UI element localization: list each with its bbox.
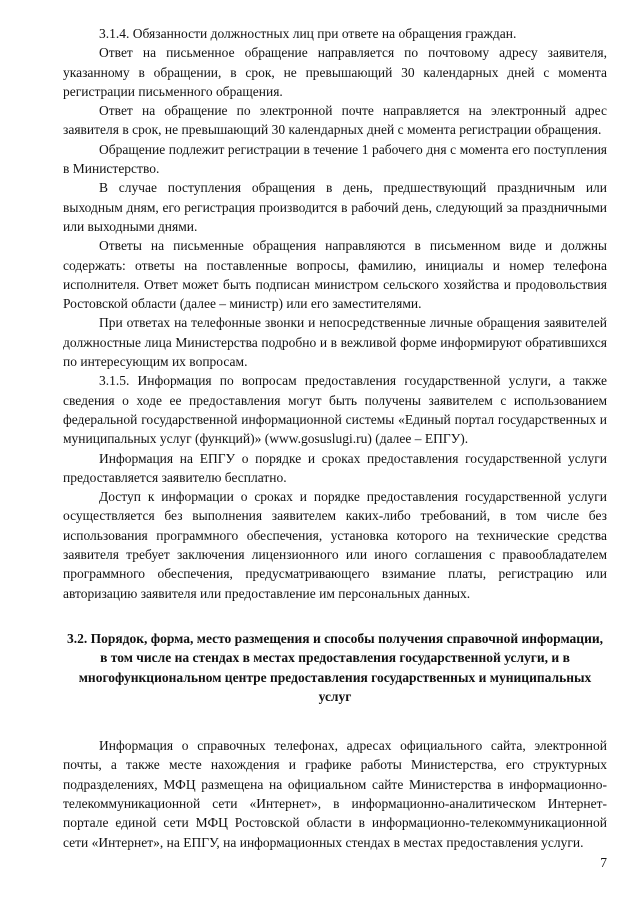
paragraph-email-reply: Ответ на обращение по электронной почте направляется на электронный адрес заявителя в срок, не превышающий 30 календарных дней с момента регистрации обращения. — [63, 103, 607, 138]
paragraph-registration: Обращение подлежит регистрации в течение 1 рабочего дня с момента его поступления в Министерство. — [63, 141, 607, 177]
paragraph-reference-info: Информация о справочных телефонах, адресах официального сайта, электронной почты, а также месте нахождения и графике работы Министерства, его структурных подразделениях, МФЦ размещена на официальном сайте Министерства в информационно-телекоммуникационной сети «Интернет», в информационно-аналитическом Интернет-портале единой сети МФЦ Ростовской области в информационно-телекоммуникационной сети «Интернет», на ЕПГУ, на информационных стендах в местах предоставления услуги. — [63, 738, 607, 850]
paragraph-written-replies: Ответы на письменные обращения направляются в письменном виде и должны содержать: ответы на поставленные вопросы, фамилию, инициалы и номер телефона исполнителя. Ответ может быть подписан министром сельского хозяйства и продовольствия Ростовской области (далее – министр) или его заместителями. — [63, 238, 607, 312]
paragraph-access-info: Доступ к информации о сроках и порядке предоставления государственной услуги осуществляется без выполнения заявителем каких-либо требований, в том числе без использования программного обеспечения, установка которого на технические средства заявителя требует заключения лицензионного или иного соглашения с правообладателем программного обеспечения, предусматривающего взимание платы, регистрацию или авторизацию заявителя или предоставление им персональных данных. — [63, 489, 607, 601]
paragraph-3-1-5: 3.1.5. Информация по вопросам предоставления государственной услуги, а также сведения о ходе ее предоставления могут быть получены заявителем с использованием федеральной государственной информационной системы «Единый портал государственных и муниципальных услуг (функций)» (www.gosuslugi.ru) (далее – ЕПГУ). — [63, 373, 607, 447]
page-number: 7 — [600, 855, 607, 870]
paragraph-holiday-registration: В случае поступления обращения в день, предшествующий праздничным или выходным дням, его регистрация производится в рабочий день, следующий за праздничными или выходными днями. — [63, 180, 607, 234]
paragraph-phone-calls: При ответах на телефонные звонки и непосредственные личные обращения заявителей должностные лица Министерства подробно и в вежливой форме информируют обратившихся по интересующим их вопросам. — [63, 315, 607, 370]
section-heading-3-2: 3.2. Порядок, форма, место размещения и способы получения справочной информации, в том числе на стендах в местах предоставления государственной услуги, и в многофункциональном центре предоставления государственных и муниципальных услуг — [66, 630, 604, 704]
paragraph-postal-reply: Ответ на письменное обращение направляется по почтовому адресу заявителя, указанному в обращении, в срок, не превышающий 30 календарных дней с момента регистрации письменного обращения. — [63, 45, 607, 99]
paragraph-3-1-4: 3.1.4. Обязанности должностных лиц при ответе на обращения граждан. — [99, 26, 517, 41]
paragraph-epgu-free: Информация на ЕПГУ о порядке и сроках предоставления государственной услуги предоставляется заявителю бесплатно. — [63, 450, 607, 485]
